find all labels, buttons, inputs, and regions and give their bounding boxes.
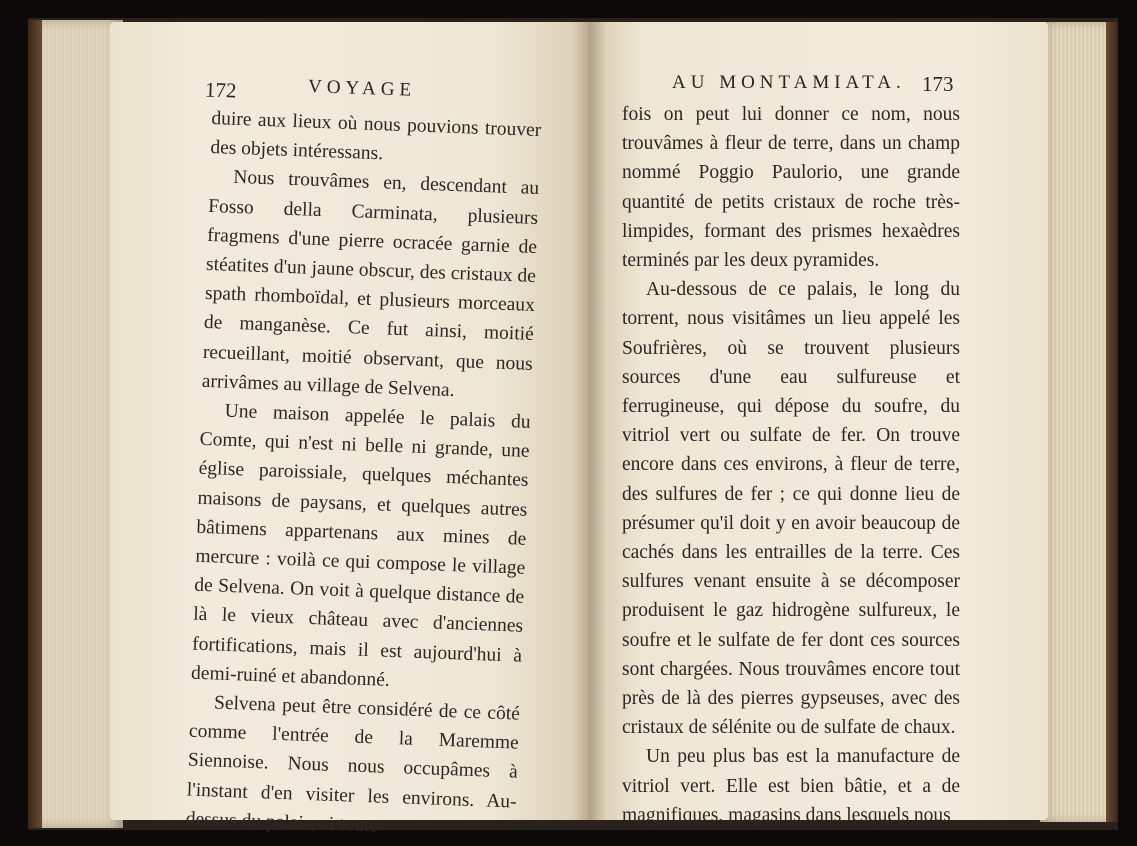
- book-gutter: [572, 22, 606, 820]
- right-cover: [1106, 22, 1118, 822]
- right-running-head: AU MONTAMIATA.: [672, 72, 906, 93]
- right-page-edges: [1040, 22, 1110, 822]
- right-page-number: 173: [922, 72, 954, 96]
- left-paragraph-2: Nous trouvâmes en, descendant au Fosso della Carminata, plusieurs fragmens d'une pierre ocracée garnie de stéatites d'un jaune obscur, des cristaux de spath rhomboïdal, et plusieurs morceaux de manganèse. Ce fut ainsi, moitié recueillant, moitié observant, que nous arrivâmes au village de Selvena.: [201, 167, 540, 401]
- right-paragraph-1: fois on peut lui donner ce nom, nous trouvâmes à fleur de terre, dans un champ nommé Poggio Paulorio, une grande quantité de petits cristaux de roche très-limpides, formant des prismes hexaèdres terminés par les deux pyramides.: [622, 104, 960, 272]
- left-paragraph-1: duire aux lieux où nous pouvions trouver des objets intéressans.: [210, 107, 542, 165]
- right-paragraph-3: Un peu plus bas est la manufacture de vitriol vert. Elle est bien bâtie, et a de magnifiques, magasins dans lesquels nous: [622, 746, 960, 826]
- left-page-edges: [28, 20, 123, 828]
- right-paragraph-2: Au-dessous de ce palais, le long du torrent, nous visitâmes un lieu appelé les Soufrières, où se trouvent plusieurs sources d'une eau sulfureuse et ferrugineuse, qui dépose du soufre, du vitriol vert ou sulfate de fer. On trouve encore dans ces environs, à fleur de terre, des sulfures de fer ; ce qui donne lieu de présumer qu'il doit y en avoir beaucoup de cachés dans les entrailles de la terre. Ces sulfures venant ensuite à se décomposer produisent le gaz hidrogène sulfureux, le soufre et le sulfate de fer dont ces sources sont chargées. Nous trouvâmes encore tout près de là des pierres gypseuses, avec des cristaux de sélénite ou de sulfate de chaux.: [622, 279, 960, 739]
- left-paragraph-4: Selvena peut être considéré de ce côté comme l'entrée de la Maremme Siennoise. Nous nous occupâmes à l'instant d'en visiter les environs. Au-dessus du palais, si toute-: [185, 692, 521, 837]
- right-page-text: [622, 100, 960, 830]
- left-cover: [28, 20, 42, 828]
- left-page-text: [185, 104, 542, 846]
- left-running-head: VOYAGE: [307, 76, 417, 101]
- left-paragraph-3: Une maison appelée le palais du Comte, qui n'est ni belle ni grande, une église paroissiale, quelques méchantes maisons de paysans, et quelques autres bâtimens appartenans aux mines de mercure : voilà ce qui compose le village de Selvena. On voit à quelque distance de là le vieux château avec d'anciennes fortifications, mais il est aujourd'hui à demi-ruiné et abandonné.: [190, 400, 531, 691]
- left-page-number: 172: [204, 77, 237, 103]
